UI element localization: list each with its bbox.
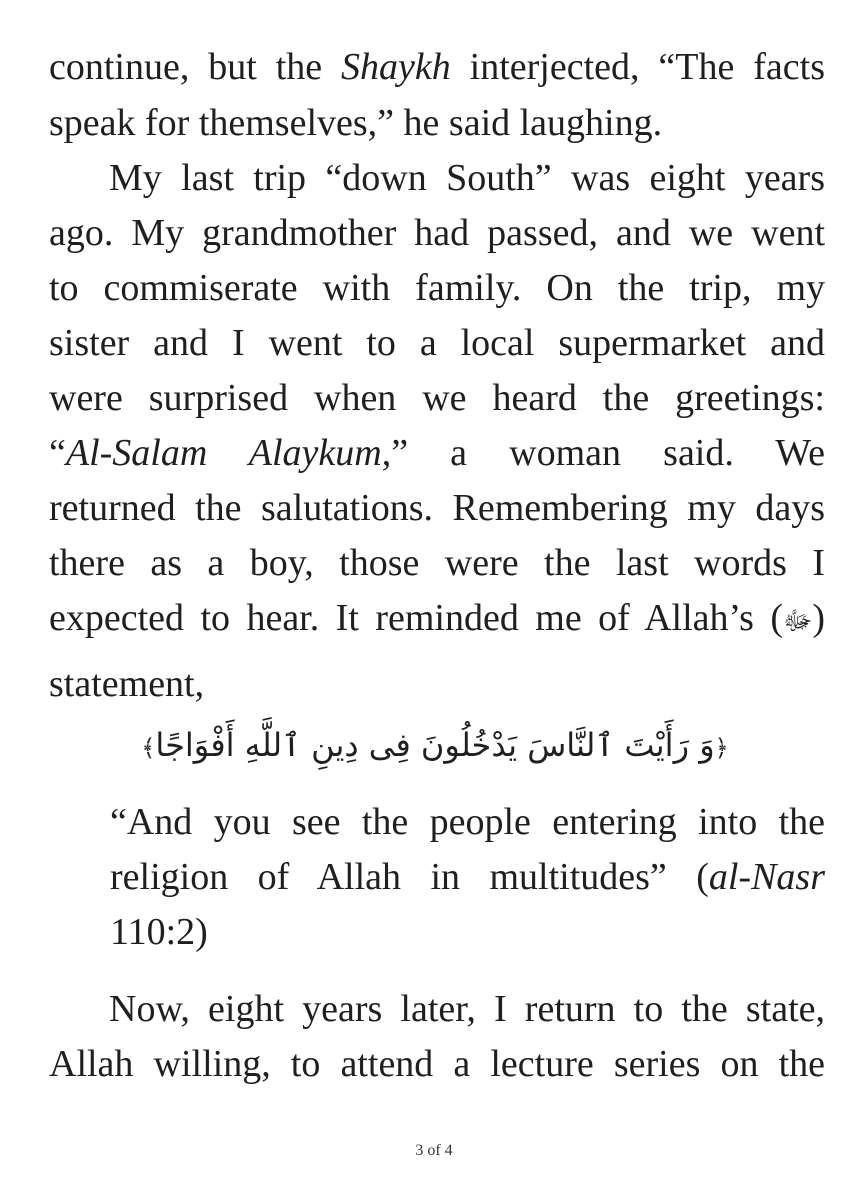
paragraph-2-line-6: [49, 434, 825, 472]
italic-greeting: Al-Salam Alaykum: [65, 432, 382, 474]
translation-line-3: 110:2): [110, 911, 208, 953]
page-number: 3 of 4: [415, 1142, 453, 1159]
paragraph-1-line-2: speak for themselves,” he said laughing.: [49, 102, 663, 144]
verse-open-ornament: ﴿: [714, 734, 729, 762]
honorific-glyph: ﷻ: [782, 606, 813, 637]
paragraph-2-line-4: sister and I went to a local supermarket and: [49, 322, 825, 364]
paragraph-2-line-7: returned the salutations. Remembering my days: [49, 487, 825, 529]
paragraph-1-line-1: [49, 48, 825, 86]
text-span: interjected, “The facts: [450, 46, 825, 88]
text-span: “: [49, 432, 66, 474]
paragraph-2-line-2: ago. My grandmother had passed, and we went: [49, 212, 825, 254]
text-span: expected to hear. It reminded me of Allah’s (: [49, 597, 783, 639]
text-span: continue, but the: [49, 46, 342, 88]
paragraph-2-line-10: statement,: [49, 663, 205, 705]
paragraph-3-line-2: Allah willing, to attend a lecture series on the: [49, 1043, 825, 1085]
italic-term-shaykh: Shaykh: [341, 46, 451, 88]
translation-line-2: [110, 858, 825, 896]
verse-text: وَ رَأَيْتَ ٱلنَّاسَ يَدْخُلُونَ فِى دِينِ ٱللَّهِ أَفْوَاجًا: [155, 726, 715, 764]
paragraph-2-line-9: [49, 599, 825, 637]
paragraph-2-line-8: there as a boy, those were the last words I: [49, 542, 825, 584]
text-span: ,” a woman said. We: [381, 432, 825, 474]
verse-close-ornament: ﴾: [141, 734, 156, 762]
text-span: religion of Allah in multitudes” (: [110, 856, 709, 898]
text-span: ): [812, 597, 825, 639]
paragraph-2-line-5: were surprised when we heard the greetings:: [49, 377, 825, 419]
paragraph-2-line-3: to commiserate with family. On the trip, my: [49, 267, 825, 309]
translation-line-1: “And you see the people entering into the: [110, 801, 825, 843]
arabic-verse: [140, 726, 730, 764]
paragraph-2-line-1: My last trip “down South” was eight years: [109, 157, 825, 199]
italic-surah-name: al-Nasr: [708, 856, 825, 898]
paragraph-3-line-1: Now, eight years later, I return to the state,: [109, 988, 825, 1030]
